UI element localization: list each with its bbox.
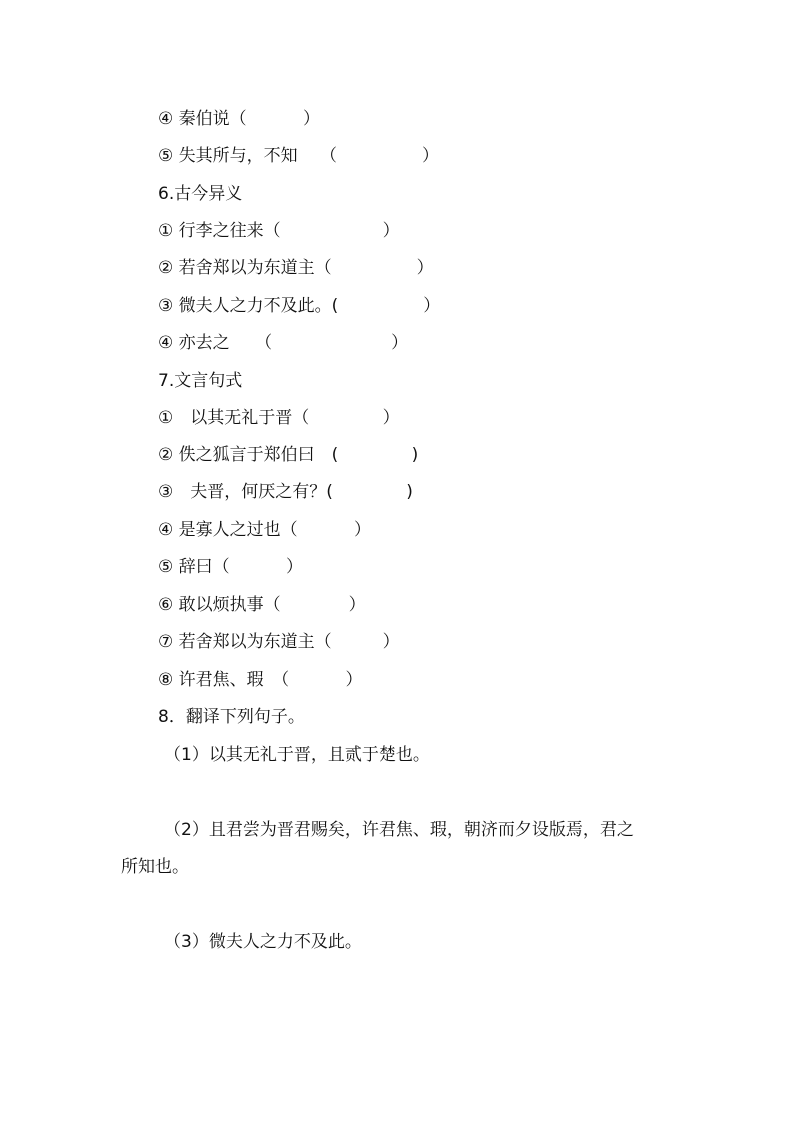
section-6-item-1: ① 行李之往来（ ） (158, 221, 400, 241)
section-7-item-4: ④ 是寡人之过也（ ） (158, 520, 372, 540)
translation-sentence-2-continued: 所知也。 (121, 857, 189, 877)
section-7-item-5: ⑤ 辞曰（ ） (158, 557, 304, 577)
section-8-title: 8．翻译下列句子。 (158, 707, 305, 727)
section-7-item-8: ⑧ 许君焦、瑕 （ ） (158, 670, 363, 690)
section-7-item-6: ⑥ 敢以烦执事（ ） (158, 595, 366, 615)
section-7-item-2: ② 佚之狐言于郑伯曰 ( ) (158, 445, 419, 465)
section-7-item-7: ⑦ 若舍郑以为东道主（ ） (158, 632, 400, 652)
translation-sentence-1: （1）以其无礼于晋，且贰于楚也。 (164, 745, 430, 765)
section-6-item-3: ③ 微夫人之力不及此。( ） (158, 296, 441, 316)
translation-sentence-2: （2）且君尝为晋君赐矣，许君焦、瑕，朝济而夕设版焉，君之 (164, 820, 634, 840)
section-6-item-4: ④ 亦去之 （ ） (158, 333, 409, 353)
item-qin-bo-yue: ④ 秦伯说（ ） (158, 109, 321, 129)
section-6-title: 6.古今异义 (158, 184, 243, 204)
translation-sentence-3: （3）微夫人之力不及此。 (164, 932, 362, 952)
section-6-item-2: ② 若舍郑以为东道主（ ） (158, 258, 434, 278)
section-7-item-1: ① 以其无礼于晋（ ） (158, 408, 400, 428)
item-shi-qi-suo-yu: ⑤ 失其所与，不知 （ ） (158, 146, 440, 166)
section-7-item-3: ③ 夫晋，何厌之有？( ) (158, 482, 413, 502)
section-7-title: 7.文言句式 (158, 371, 243, 391)
